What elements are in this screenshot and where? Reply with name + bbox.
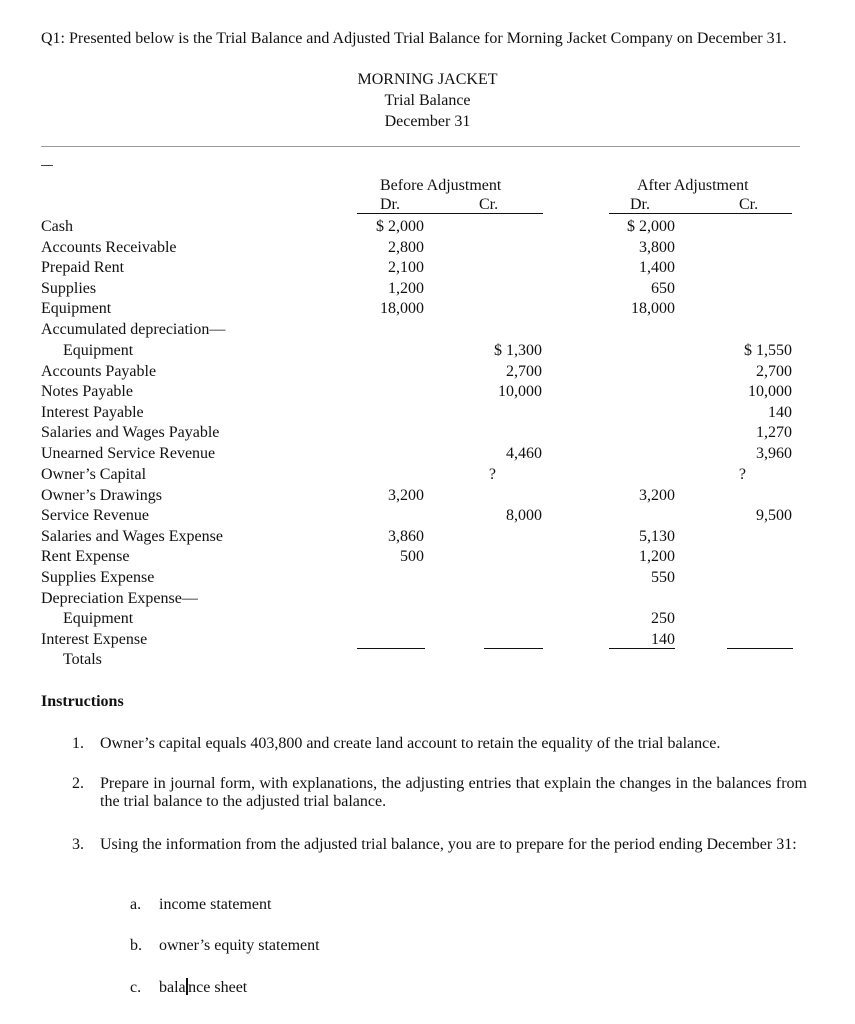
statement-title: Trial Balance [384, 92, 471, 109]
account-name: Accounts Receivable [41, 239, 177, 256]
after-dr-amount: $ 2,000 [627, 218, 675, 235]
before-dr-amount: 3,200 [388, 487, 424, 504]
sub-item-text-start: bala [159, 979, 186, 996]
instruction-item-1 [72, 735, 807, 753]
before-heading-underline [357, 213, 543, 214]
before-cr-amount: $ 1,300 [494, 342, 542, 359]
after-dr-amount: 250 [651, 610, 675, 627]
item-number: 1. [72, 735, 84, 752]
account-name: Depreciation Expense— [41, 590, 198, 607]
after-dr-amount: 140 [651, 631, 675, 648]
after-cr-amount: 2,700 [756, 363, 792, 380]
after-dr-amount: 1,200 [639, 548, 675, 565]
sub-item-letter: b. [130, 937, 142, 954]
sub-item-a [130, 896, 271, 914]
before-cr-heading: Cr. [479, 196, 499, 213]
statement-date: December 31 [384, 113, 471, 130]
totals-label: Totals [63, 651, 102, 668]
after-cr-amount: ? [738, 466, 746, 483]
after-cr-amount: 1,270 [756, 424, 792, 441]
before-dr-amount: 500 [400, 548, 424, 565]
account-name: Accounts Payable [41, 363, 157, 380]
account-name: Notes Payable [41, 383, 133, 400]
account-name: Equipment [41, 300, 112, 317]
after-cr-amount: 10,000 [748, 383, 792, 400]
after-dr-total-line [609, 648, 675, 649]
after-cr-amount: 9,500 [756, 507, 792, 524]
account-name: Interest Payable [41, 404, 144, 421]
before-cr-amount: 10,000 [498, 383, 542, 400]
before-dr-amount: $ 2,000 [376, 218, 424, 235]
sub-item-text-end: nce sheet [188, 979, 248, 996]
before-cr-total-line [484, 648, 543, 649]
after-dr-amount: 3,200 [639, 487, 675, 504]
before-cr-amount: 8,000 [506, 507, 542, 524]
item-number: 2. [72, 775, 84, 792]
dash-mark [41, 165, 53, 166]
sub-item-text: owner’s equity statement [159, 937, 320, 954]
before-cr-amount: 4,460 [506, 445, 542, 462]
after-cr-heading: Cr. [739, 196, 759, 213]
account-name: Supplies Expense [41, 569, 155, 586]
account-name: Owner’s Drawings [41, 487, 163, 504]
question-intro: Q1: Presented below is the Trial Balance and Adjusted Trial Balance for Morning Jacket Company on December 31. [41, 30, 787, 47]
company-name: MORNING JACKET [357, 71, 498, 88]
after-cr-amount: $ 1,550 [744, 342, 792, 359]
header-divider [41, 146, 800, 147]
before-dr-heading: Dr. [380, 196, 400, 213]
after-dr-amount: 5,130 [639, 528, 675, 545]
item-text: Prepare in journal form, with explanations, the adjusting entries that explain the changes in the balances from the trial balance to the adjusted trial balance. [100, 775, 807, 810]
account-name: Service Revenue [41, 507, 149, 524]
after-cr-total-line [727, 648, 793, 649]
after-adjustment-heading: After Adjustment [637, 177, 749, 194]
sub-item-c[interactable] [130, 978, 247, 997]
before-adjustment-heading: Before Adjustment [380, 177, 502, 194]
account-name: Salaries and Wages Payable [41, 424, 220, 441]
sub-item-text: income statement [159, 896, 272, 913]
sub-item-letter: a. [130, 896, 142, 913]
before-dr-amount: 2,100 [388, 259, 424, 276]
before-dr-amount: 2,800 [388, 239, 424, 256]
after-cr-amount: 3,960 [756, 445, 792, 462]
account-name: Prepaid Rent [41, 259, 125, 276]
account-name: Interest Expense [41, 631, 148, 648]
account-name: Unearned Service Revenue [41, 445, 216, 462]
sub-item-b [130, 937, 320, 955]
instruction-item-3 [72, 836, 807, 854]
instructions-title: Instructions [41, 693, 124, 710]
after-dr-heading: Dr. [630, 196, 650, 213]
before-dr-amount: 3,860 [388, 528, 424, 545]
after-cr-amount: 140 [768, 404, 792, 421]
after-dr-amount: 550 [651, 569, 675, 586]
account-name: Supplies [41, 280, 97, 297]
after-heading-underline [609, 213, 792, 214]
before-dr-amount: 1,200 [388, 280, 424, 297]
instruction-item-2 [72, 775, 807, 811]
after-dr-amount: 3,800 [639, 239, 675, 256]
before-cr-amount: 2,700 [506, 363, 542, 380]
item-number: 3. [72, 836, 84, 853]
account-name: Salaries and Wages Expense [41, 528, 223, 545]
account-name: Cash [41, 218, 73, 235]
before-dr-total-line [357, 648, 425, 649]
before-dr-amount: 18,000 [380, 300, 424, 317]
account-name-continued: Equipment [63, 610, 134, 627]
after-dr-amount: 1,400 [639, 259, 675, 276]
account-name-continued: Equipment [63, 342, 134, 359]
account-name: Rent Expense [41, 548, 130, 565]
before-cr-amount: ? [488, 466, 496, 483]
account-name: Accumulated depreciation— [41, 321, 226, 338]
account-name: Owner’s Capital [41, 466, 147, 483]
after-dr-amount: 650 [651, 280, 675, 297]
sub-item-letter: c. [130, 979, 142, 996]
after-dr-amount: 18,000 [631, 300, 675, 317]
item-text: Using the information from the adjusted trial balance, you are to prepare for the period ending December 31: [100, 836, 797, 853]
item-text: Owner’s capital equals 403,800 and create land account to retain the equality of the trial balance. [100, 735, 721, 752]
